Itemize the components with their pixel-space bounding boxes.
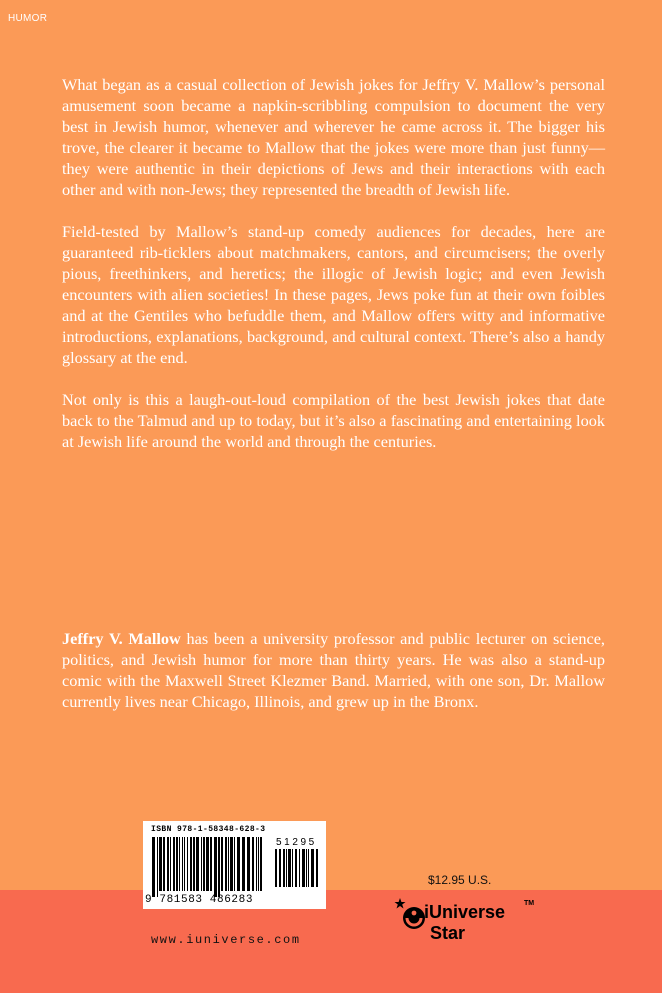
price-addon-digits: 51295 — [276, 837, 317, 848]
author-bio-text: has been a university professor and public lecturer on science, politics, and Jewish humor for more than thirty years. He was also a stand-up comic with the Maxwell Street Klezmer Band. Married, with one son, Dr. Mallow currently lives near Chicago, Illinois, and grew up in the Bronx. — [62, 629, 605, 711]
barcode-bar — [176, 837, 178, 891]
barcode-bar — [306, 849, 307, 887]
publisher-website[interactable]: www.iuniverse.com — [151, 933, 301, 947]
barcode-bar — [228, 837, 229, 891]
publisher-name: iUniverse — [424, 902, 506, 922]
barcode-bar — [190, 837, 192, 891]
barcode-bar — [157, 837, 158, 897]
barcode-bar — [187, 837, 188, 891]
barcode-bar — [286, 849, 287, 887]
book-description — [62, 74, 605, 473]
barcode-bar — [288, 849, 291, 887]
barcode-bar — [279, 849, 281, 887]
barcode-bar — [237, 837, 240, 891]
barcode-bar — [203, 837, 205, 891]
barcode-bar — [295, 849, 297, 887]
isbn-label: ISBN 978-1-58348-628-3 — [151, 825, 266, 834]
barcode-bar — [173, 837, 175, 891]
barcode-bar — [256, 837, 257, 891]
trademark-mark: TM — [524, 900, 535, 907]
addon-barcode-bars — [274, 849, 320, 895]
barcode-bar — [167, 837, 169, 891]
barcode-bar — [302, 849, 305, 887]
barcode-bar — [260, 837, 262, 891]
publisher-logo — [394, 894, 544, 950]
barcode-bar — [193, 837, 195, 891]
barcode-bar — [182, 837, 183, 891]
barcode-bar — [234, 837, 235, 891]
barcode-bar — [196, 837, 199, 891]
author-bio-paragraph — [62, 628, 605, 712]
barcode-bar — [206, 837, 209, 891]
barcode-bar — [170, 837, 171, 891]
description-paragraph-2: Field-tested by Mallow’s stand-up comedy audiences for decades, here are guaranteed rib-ticklers about matchmakers, cantors, and circumcisers; the overly pious, freethinkers, and heretics; the illogic of Jewish logic; and even Jewish encounters with alien societies! In these pages, Jews poke fun at their own foibles and at the Gentiles who befuddle them, and Mallow offers witty and informative introductions, explanations, background, and cultural context. There’s also a handy glossary at the end. — [62, 222, 605, 367]
barcode-bar — [316, 849, 318, 887]
barcode-bar — [179, 837, 180, 891]
star-swirl-icon — [394, 898, 428, 932]
barcode-bar — [159, 837, 162, 891]
barcode-bar — [292, 849, 293, 887]
author-bio — [62, 628, 605, 712]
barcode-bar — [210, 837, 212, 891]
barcode-bar — [184, 837, 185, 891]
barcode-bar — [214, 837, 217, 897]
barcode-bar — [299, 849, 300, 887]
description-paragraph-1: What began as a casual collection of Jewish jokes for Jeffry V. Mallow’s personal amusement soon became a napkin-scribbling compulsion to document the very best in Jewish humor, whenever and wherever he came across it. The bigger his trove, the clearer it became to Mallow that the jokes were more than just funny—they were authentic in their depictions of Jews and their interactions with each other and with non-Jews; they represented the breadth of Jewish life. — [62, 75, 605, 199]
price-label: $12.95 U.S. — [428, 873, 492, 887]
ean-digits: 9 781583 486283 — [145, 894, 254, 906]
publisher-imprint: Star — [430, 923, 466, 943]
category-label: HUMOR — [8, 13, 48, 24]
barcode-bar — [283, 849, 285, 887]
barcode-bar — [225, 837, 227, 891]
barcode-bar — [230, 837, 233, 891]
barcode-bar — [242, 837, 245, 891]
ean-barcode-bars — [151, 837, 266, 897]
barcode-bar — [163, 837, 165, 891]
barcode-bar — [152, 837, 155, 897]
barcode-bar — [221, 837, 223, 891]
barcode-bar — [258, 837, 259, 891]
barcode-bar — [201, 837, 202, 891]
author-name: Jeffry V. Mallow — [62, 629, 181, 648]
barcode-bar — [252, 837, 254, 891]
description-paragraph-3: Not only is this a laugh-out-loud compilation of the best Jewish jokes that date back to the Talmud and up to today, but it’s also a fascinating and entertaining look at Jewish life around the world and through the centuries. — [62, 390, 605, 451]
barcode — [143, 821, 326, 909]
barcode-bar — [275, 849, 277, 887]
barcode-bar — [311, 849, 314, 887]
bottom-band — [0, 890, 662, 993]
barcode-bar — [308, 849, 309, 887]
barcode-bar — [218, 837, 220, 897]
barcode-bar — [247, 837, 250, 891]
